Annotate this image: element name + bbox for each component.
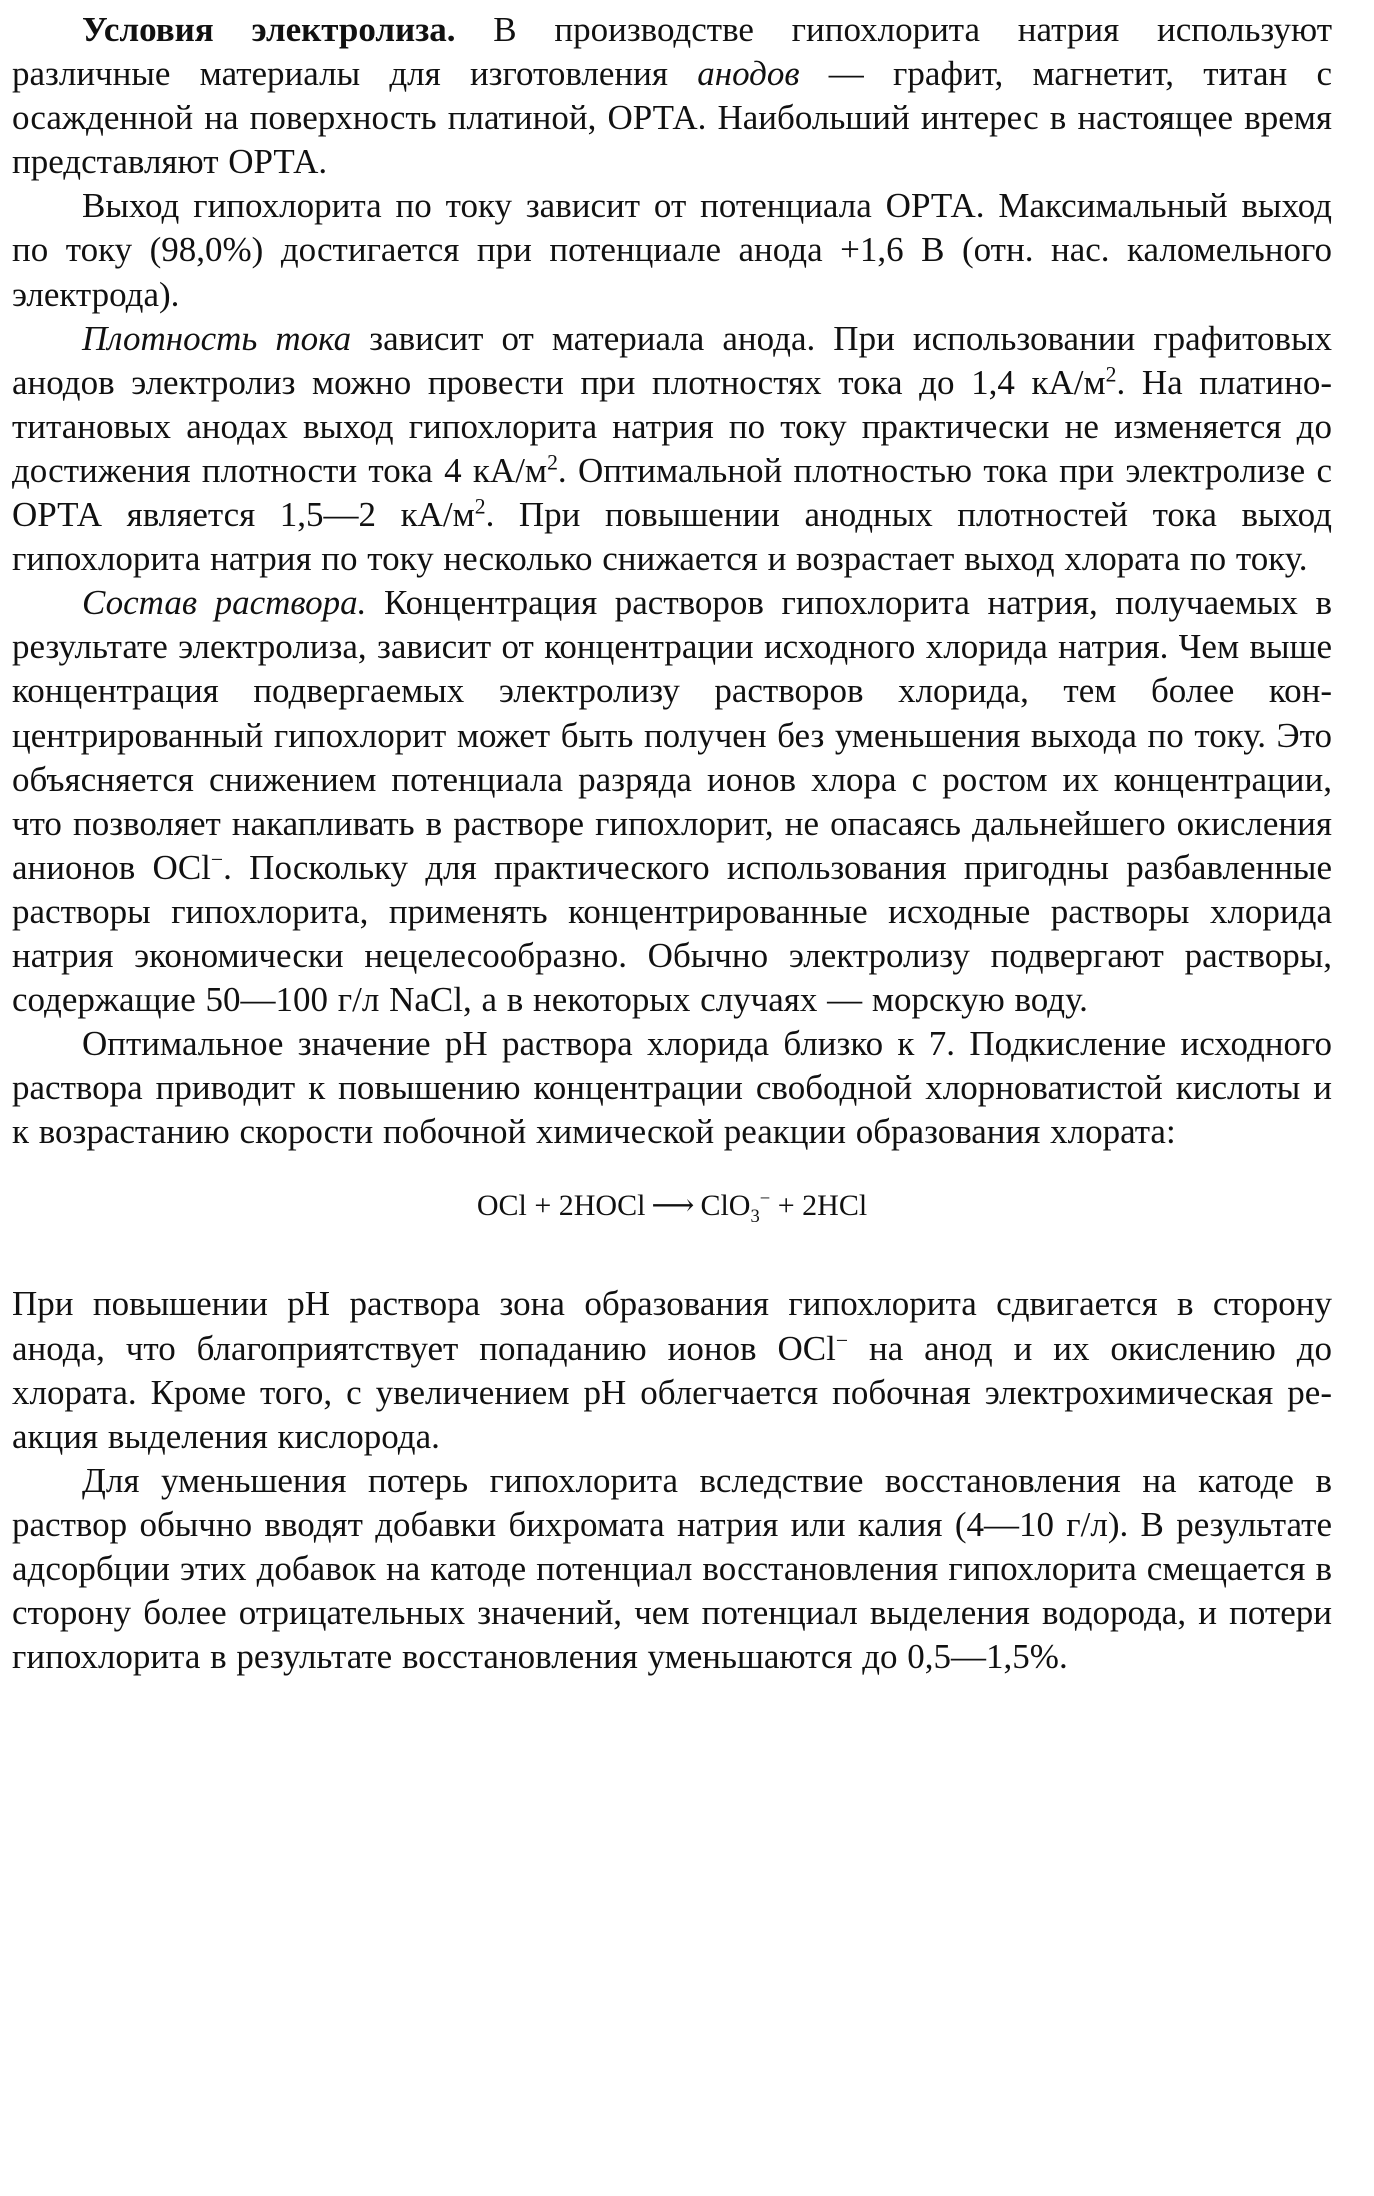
equation-right: ClO [700, 1189, 751, 1223]
paragraph-text: . На платино-титановых анодах выход гипохлорита натрия по току практически не изменяется до достижения плотности тока 4 кА/м [12, 362, 1332, 490]
paragraph-text: на анод и их окислению до хлората. Кроме того, с увеличением pH облегчается побочная электрохимическая реакция выделения кислорода. [12, 1328, 1333, 1456]
italic-term: Плотность тока [82, 318, 352, 358]
paragraph-optimal-ph: Оптимальное значение pH раствора хлорида близко к 7. Подкисление исходного раствора приводит к повышению концентрации свободной хлорноватистой кислоты и к возрастанию скорости побочной химической реакции образования хлората: [12, 1024, 1332, 1152]
paragraph-dichromate-additives: Для уменьшения потерь гипохлорита вследствие восстановления на катоде в раствор обычно вводят добавки бихромата натрия или калия (4—10 г/л). В результате адсорбции этих добавок на катоде потенциал восстановления гипохлорита смещается в сторону более отрицательных значений, чем потенциал выделения водорода, и потери гипохлорита в результате восстановления уменьшаются до 0,5—1,5%. [12, 1460, 1332, 1677]
italic-term: анодов [697, 54, 800, 94]
equation-left: OCl + 2HOCl [476, 1189, 646, 1223]
paragraph-text: . Поскольку для практического использования пригодны разбавленные растворы гипохлорита, применять концентрированные исходные растворы хлорида натрия экономически нецелесообразно. Обычно электролизу подвергают растворы, содержащие 50—100 г/л NaCl, а в некоторых случаях — морскую воду. [12, 847, 1332, 1020]
italic-term: Состав раствора. [82, 583, 367, 623]
paragraph-text: — графит, магнетит, титан с осажденной на поверхность платиной, ОРТА. Наибольший интерес в настоящее время представляют ОРТА. [12, 54, 1333, 182]
paragraph-current-density [12, 317, 1332, 582]
reaction-arrow-icon: ⟶ [651, 1189, 695, 1223]
paragraph-text: . При повышении анодных плотностей тока выход гипохлорита натрия по току несколько снижается и возрастает выход хлората по току. [12, 495, 1332, 579]
equation-right-tail: + 2HCl [770, 1189, 868, 1223]
section-heading: Условия электролиза. [82, 10, 456, 49]
superscript: 2 [547, 450, 558, 475]
paragraph-solution-composition [12, 581, 1332, 1022]
superscript: − [759, 1188, 771, 1210]
paragraph-text: При повышении pH раствора зона образования гипохлорита сдвигается в сторону анода, что благоприятствует попаданию ионов OCl [12, 1284, 1332, 1368]
document-page [12, 8, 1332, 1679]
paragraph-ph-increase [12, 1282, 1332, 1458]
paragraph-text: Концентрация растворов гипохлорита натрия, получаемых в результате электролиза, зависит от концентрации исходного хлорида натрия. Чем выше концентрация подвергаемых электролизу растворов хлорида, тем более концентрированный гипохлорит может быть получен без уменьшения выхода по току. Это объясняется снижением потенциала разряда ионов хлора с ростом их концентрации, что позволяет накапливать в растворе гипохлорит, не опасаясь дальнейшего окисления анионов OCl [12, 583, 1333, 887]
paragraph-text: зависит от материала анода. При использовании графитовых анодов электролиз можно провести при плотностях тока до 1,4 кА/м [12, 318, 1332, 402]
paragraph-text: . Оптимальной плотностью тока при электролизе с ОРТА является 1,5—2 кА/м [12, 450, 1332, 535]
paragraph-electrolysis-conditions [12, 8, 1332, 184]
superscript: 2 [1105, 362, 1117, 387]
chemical-equation [12, 1184, 1332, 1228]
superscript: 2 [474, 494, 486, 519]
superscript: − [210, 847, 224, 872]
paragraph-text: В производстве гипохлорита натрия используют различные материалы для изготовления [12, 10, 1333, 94]
subscript: 3 [750, 1206, 760, 1228]
superscript: − [835, 1327, 849, 1352]
paragraph-current-yield: Выход гипохлорита по току зависит от потенциала ОРТА. Максимальный выход по току (98,0%) достигается при потенциале анода +1,6 В (отн. нас. каломельного электрода). [12, 186, 1332, 314]
